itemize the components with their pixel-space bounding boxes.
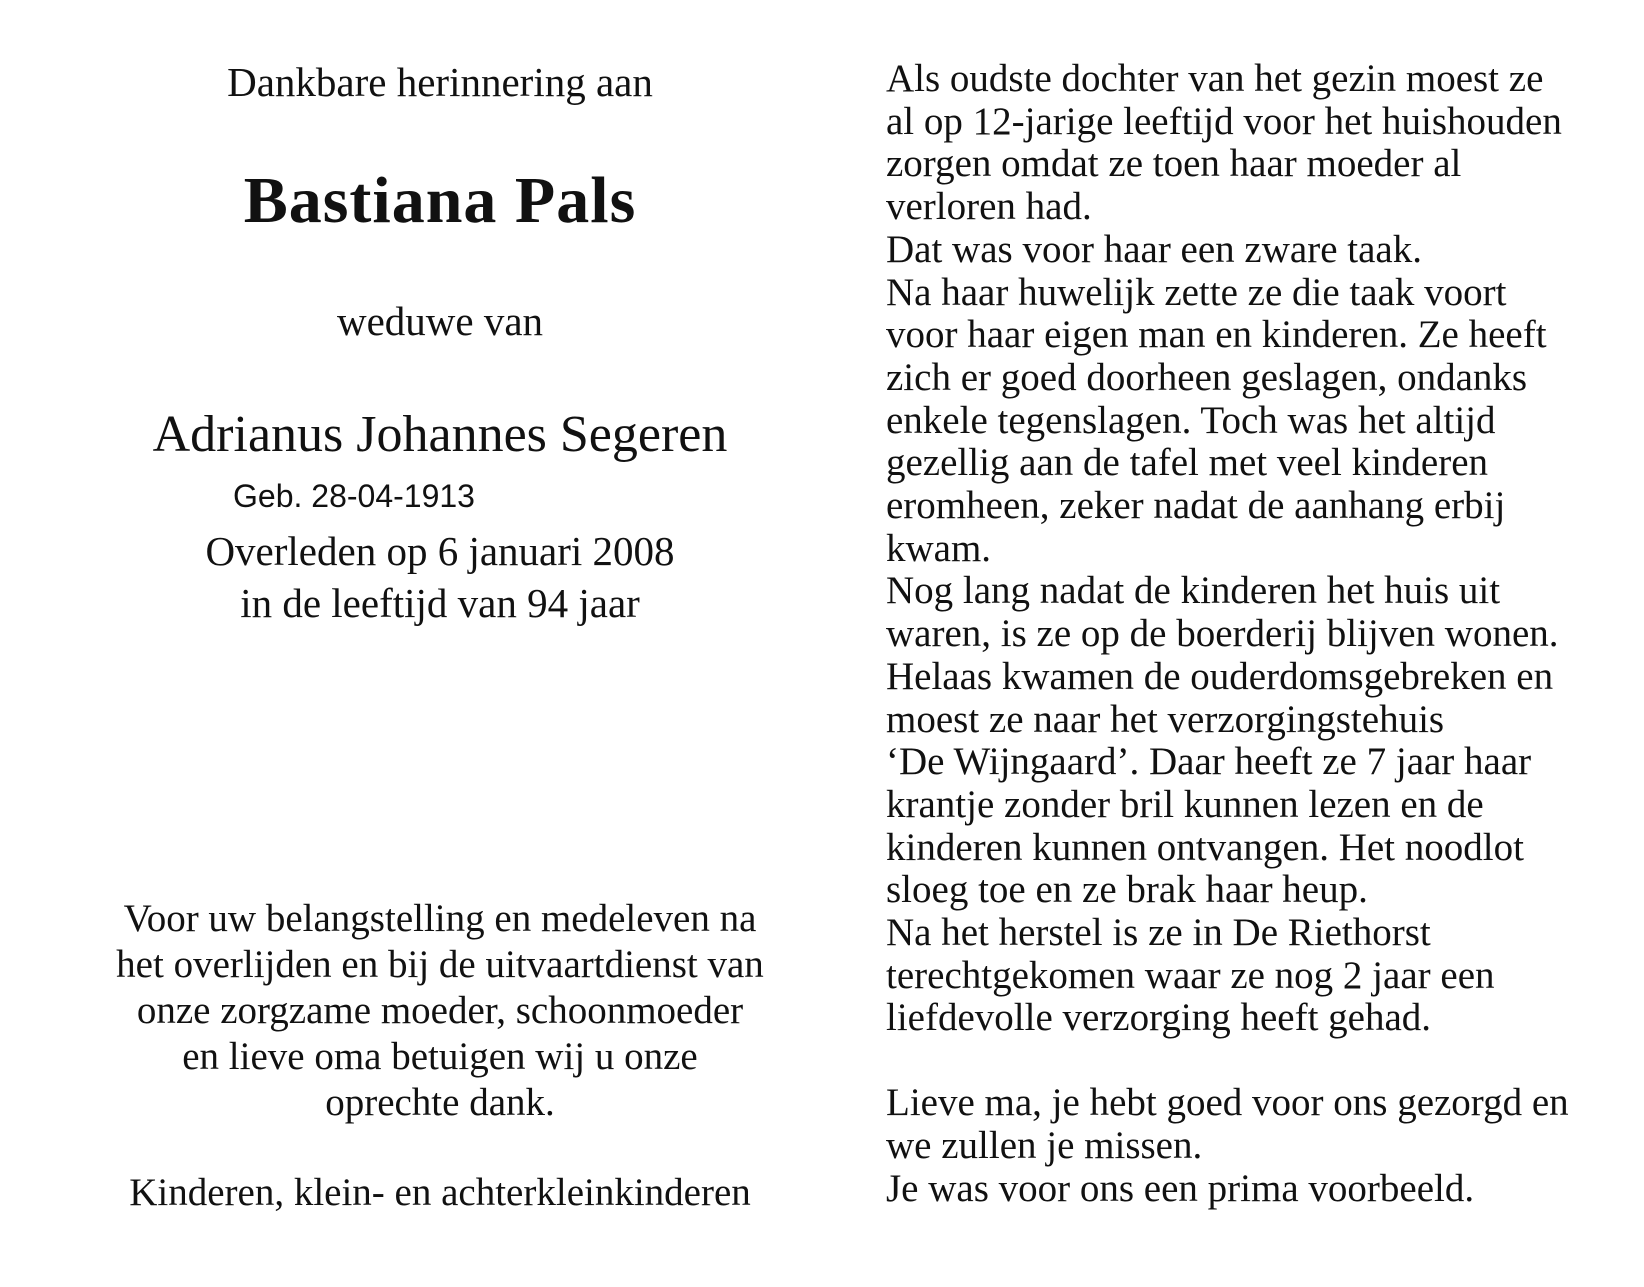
story-line: eromheen, zeker nadat de aanhang erbij bbox=[886, 484, 1506, 528]
story-line: zorgen omdat ze toen haar moeder al bbox=[886, 142, 1462, 186]
thanks-line: Voor uw belangstelling en medeleven na bbox=[123, 897, 757, 940]
birth-date: Geb. 28-04-1913 bbox=[233, 478, 475, 514]
death-date-line: Overleden op 6 januari 2008 bbox=[205, 528, 675, 574]
story-line: kinderen kunnen ontvangen. Het noodlot bbox=[886, 825, 1524, 869]
paragraph-gap bbox=[886, 1040, 1626, 1082]
thanks-paragraph bbox=[60, 896, 820, 1126]
death-info bbox=[60, 525, 820, 629]
story-line: waren, is ze op de boerderij blijven wonen. bbox=[886, 612, 1559, 656]
story-line: kwam. bbox=[886, 526, 992, 570]
intro-text: Dankbare herinnering aan bbox=[227, 59, 653, 105]
closing-line: we zullen je missen. bbox=[886, 1123, 1203, 1167]
closing-paragraph bbox=[886, 1082, 1626, 1210]
widow-of-text: weduwe van bbox=[336, 298, 544, 344]
story-line: ‘De Wijngaard’. Daar heeft ze 7 jaar haar bbox=[886, 740, 1532, 784]
thanks-line: oprechte dank. bbox=[325, 1081, 555, 1124]
husband-name: Adrianus Johannes Segeren bbox=[152, 406, 728, 463]
right-panel bbox=[886, 58, 1626, 1210]
closing-line: Je was voor ons een prima voorbeeld. bbox=[886, 1166, 1475, 1210]
story-paragraph bbox=[886, 58, 1626, 1040]
closing-line: Lieve ma, je hebt goed voor ons gezorgd en bbox=[886, 1081, 1569, 1125]
story-line: Als oudste dochter van het gezin moest ze bbox=[886, 57, 1544, 100]
story-line: Nog lang nadat de kinderen het huis uit bbox=[886, 569, 1501, 613]
story-line: Na het herstel is ze in De Riethorst bbox=[886, 911, 1431, 955]
story-line: zich er goed doorheen geslagen, ondanks bbox=[886, 355, 1528, 399]
deceased-name: Bastiana Pals bbox=[243, 164, 637, 237]
thanks-line: het overlijden en bij de uitvaartdienst van bbox=[116, 943, 764, 986]
story-line: Helaas kwamen de ouderdomsgebreken en bbox=[886, 654, 1554, 698]
story-line: gezellig aan de tafel met veel kinderen bbox=[886, 441, 1489, 485]
story-line: terechtgekomen waar ze nog 2 jaar een bbox=[886, 953, 1495, 997]
story-line: verloren had. bbox=[886, 185, 1092, 229]
story-line: krantje zonder bril kunnen lezen en de bbox=[886, 782, 1484, 826]
story-line: enkele tegenslagen. Toch was het altijd bbox=[886, 398, 1496, 442]
story-line: sloeg toe en ze brak haar heup. bbox=[886, 868, 1368, 912]
story-line: al op 12-jarige leeftijd voor het huishouden bbox=[886, 99, 1562, 143]
story-line: Na haar huwelijk zette ze die taak voort bbox=[886, 270, 1507, 314]
story-line: voor haar eigen man en kinderen. Ze heeft bbox=[886, 313, 1547, 357]
age-line: in de leeftijd van 94 jaar bbox=[240, 580, 640, 626]
thanks-line: en lieve oma betuigen wij u onze bbox=[182, 1035, 698, 1078]
thanks-line: onze zorgzame moeder, schoonmoeder bbox=[136, 989, 744, 1032]
story-line: moest ze naar het verzorgingstehuis bbox=[886, 697, 1445, 741]
signature: Kinderen, klein- en achterkleinkinderen bbox=[129, 1171, 751, 1214]
story-line: Dat was voor haar een zware taak. bbox=[886, 227, 1422, 271]
story-line: liefdevolle verzorging heeft gehad. bbox=[886, 996, 1432, 1040]
